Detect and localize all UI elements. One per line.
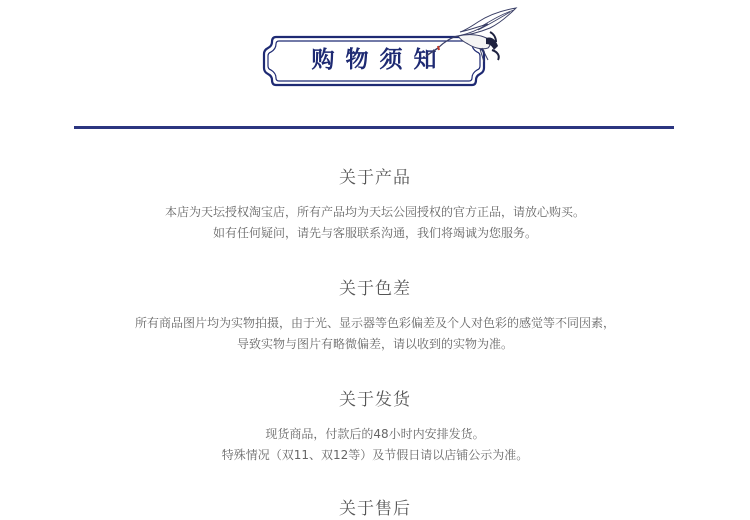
section-heading: 关于发货 [339, 390, 411, 410]
section-text-line: 本店为天坛授权淘宝店，所有产品均为天坛公园授权的官方正品，请放心购买。 [164, 205, 585, 219]
section-heading: 关于色差 [339, 279, 411, 299]
banner-title: 购物须知 [311, 46, 448, 73]
crane-icon [418, 4, 522, 64]
section-text-line: 所有商品图片均为实物拍摄，由于光、显示器等色彩偏差及个人对色彩的感觉等不同因素， [134, 316, 615, 330]
section-text-line: 现货商品，付款后的48小时内安排发货。 [265, 427, 485, 441]
section-color-difference [0, 278, 750, 355]
header-divider [74, 126, 674, 129]
section-heading: 关于产品 [339, 168, 411, 188]
section-text-line: 特殊情况（双11、双12等）及节假日请以店铺公示为准。 [221, 448, 529, 462]
section-text-line: 如有任何疑问，请先与客服联系沟通，我们将竭诚为您服务。 [212, 226, 537, 240]
section-product [0, 167, 750, 244]
section-text-line: 导致实物与图片有略微偏差，请以收到的实物为准。 [236, 337, 513, 351]
section-heading: 关于售后 [339, 499, 411, 519]
section-after-sales [0, 498, 750, 520]
section-shipping [0, 389, 750, 466]
